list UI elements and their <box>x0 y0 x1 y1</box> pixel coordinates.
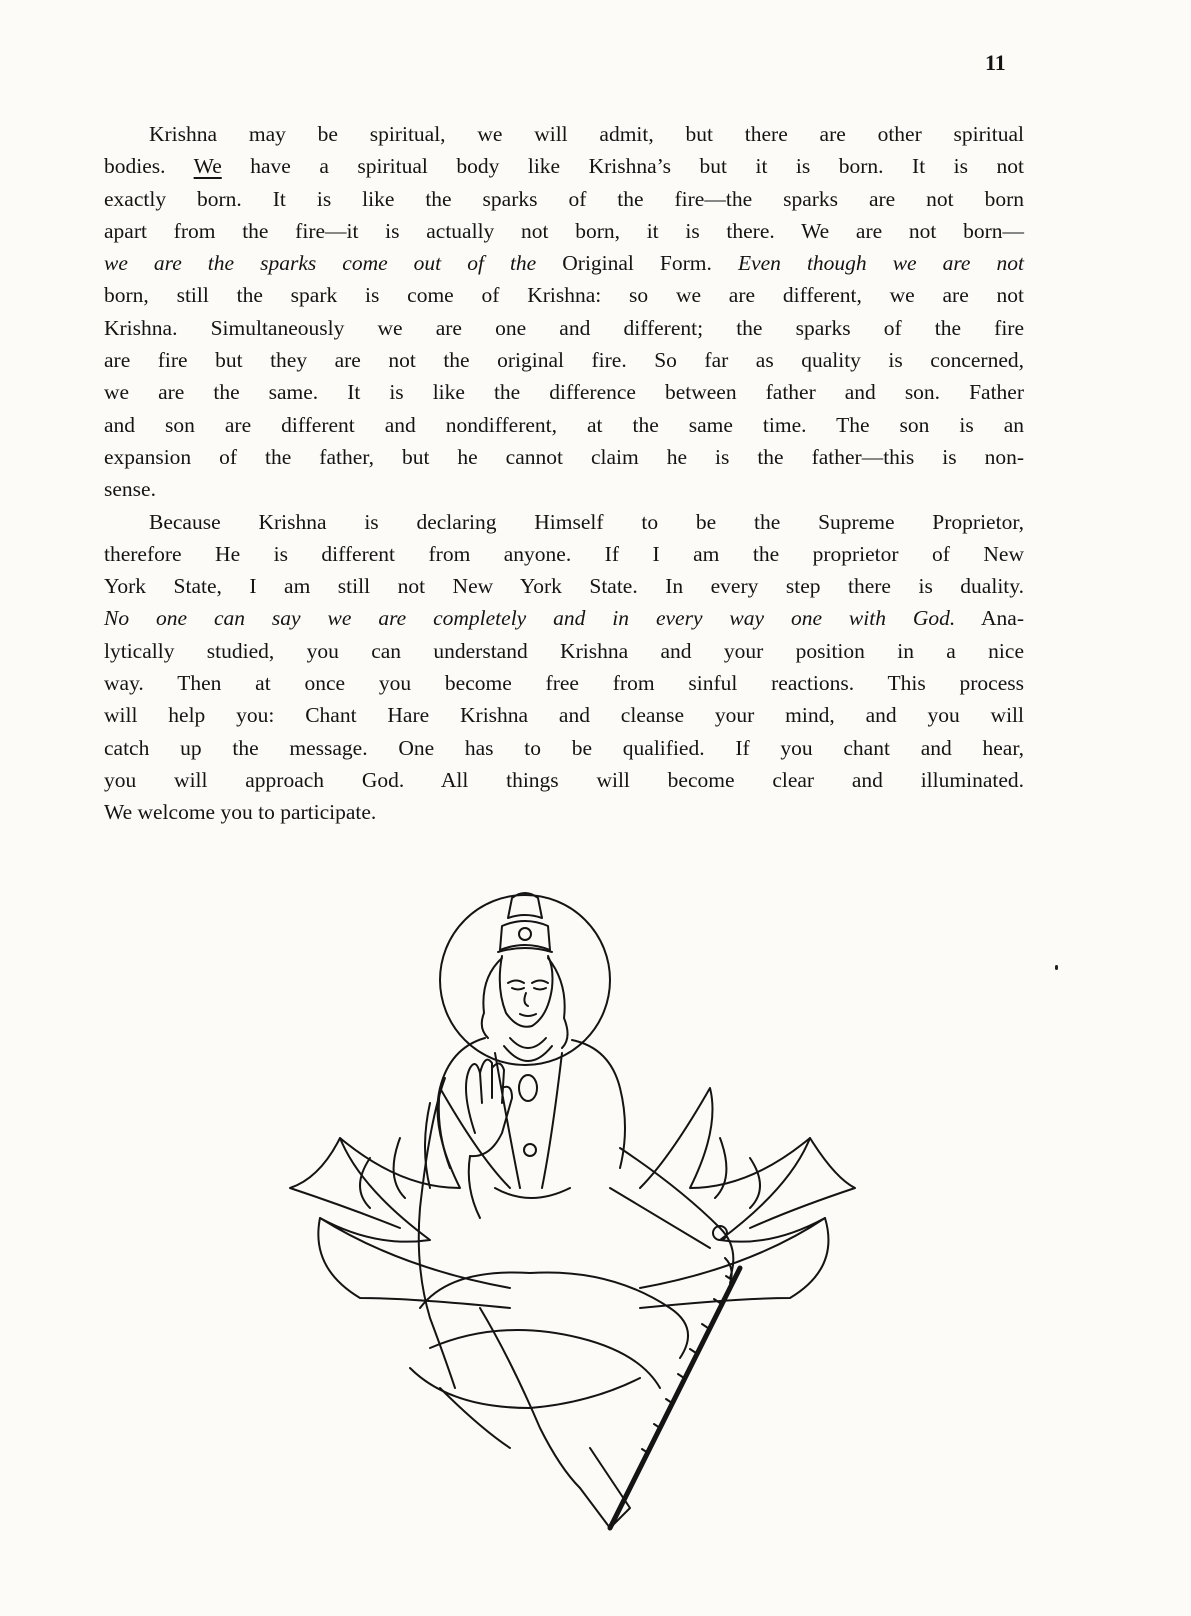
text-line: expansion of the father, but he cannot claim he is the father—this is non- <box>104 444 1024 469</box>
text-line: We welcome you to participate. <box>104 800 377 825</box>
text-line: will help you: Chant Hare Krishna and cleanse your mind, and you will <box>104 703 1024 728</box>
text-line: way. Then at once you become free from sinful reactions. This process <box>104 671 1024 696</box>
text-line: are fire but they are not the original fire. So far as quality is concerned, <box>104 348 1024 373</box>
text-line: sense. <box>104 477 156 502</box>
text-line: you will approach God. All things will become clear and illuminated. <box>104 767 1024 792</box>
crown <box>498 893 552 952</box>
text-line: catch up the message. One has to be qualified. If you chant and hear, <box>104 735 1024 760</box>
legs <box>410 1272 688 1528</box>
text-line: Because Krishna is declaring Himself to be the Supreme Proprietor, <box>149 509 1024 534</box>
print-speck <box>1055 965 1058 970</box>
raised-hand <box>466 1060 512 1218</box>
text-line: No one can say we are completely and in every way one with God. Ana- <box>104 606 1024 631</box>
head <box>482 956 568 1048</box>
text-line: born, still the spark is come of Krishna: so we are different, we are not <box>104 283 1024 308</box>
body-text <box>104 118 1024 829</box>
underlined-we: We <box>193 154 222 179</box>
text-line: Krishna. Simultaneously we are one and different; the sparks of the fire <box>104 315 1024 340</box>
lotus-petals <box>290 1088 855 1308</box>
right-arm <box>610 1148 733 1283</box>
page-number: 11 <box>985 50 1006 75</box>
text-line: exactly born. It is like the sparks of the fire—the sparks are not born <box>104 186 1024 211</box>
text-line: lytically studied, you can understand Krishna and your position in a nice <box>104 638 1024 663</box>
text-line: apart from the fire—it is actually not born, it is there. We are not born— <box>104 218 1024 243</box>
krishna-seated-on-lotus-illustration <box>280 888 860 1548</box>
text-line: York State, I am still not New York State. In every step there is duality. <box>104 574 1024 599</box>
text-line: we are the sparks come out of the Original Form. Even though we are not <box>104 251 1024 276</box>
text-line: Krishna may be spiritual, we will admit, but there are other spiritual <box>149 122 1024 146</box>
text-line: and son are different and nondifferent, at the same time. The son is an <box>104 412 1024 437</box>
text-line: we are the same. It is like the difference between father and son. Father <box>104 380 1024 405</box>
text-line: bodies. We have a spiritual body like Krishna’s but it is born. It is not <box>104 154 1024 179</box>
flute <box>610 1268 740 1528</box>
torso <box>419 1038 625 1388</box>
text-line: therefore He is different from anyone. If I am the proprietor of New <box>104 541 1024 566</box>
